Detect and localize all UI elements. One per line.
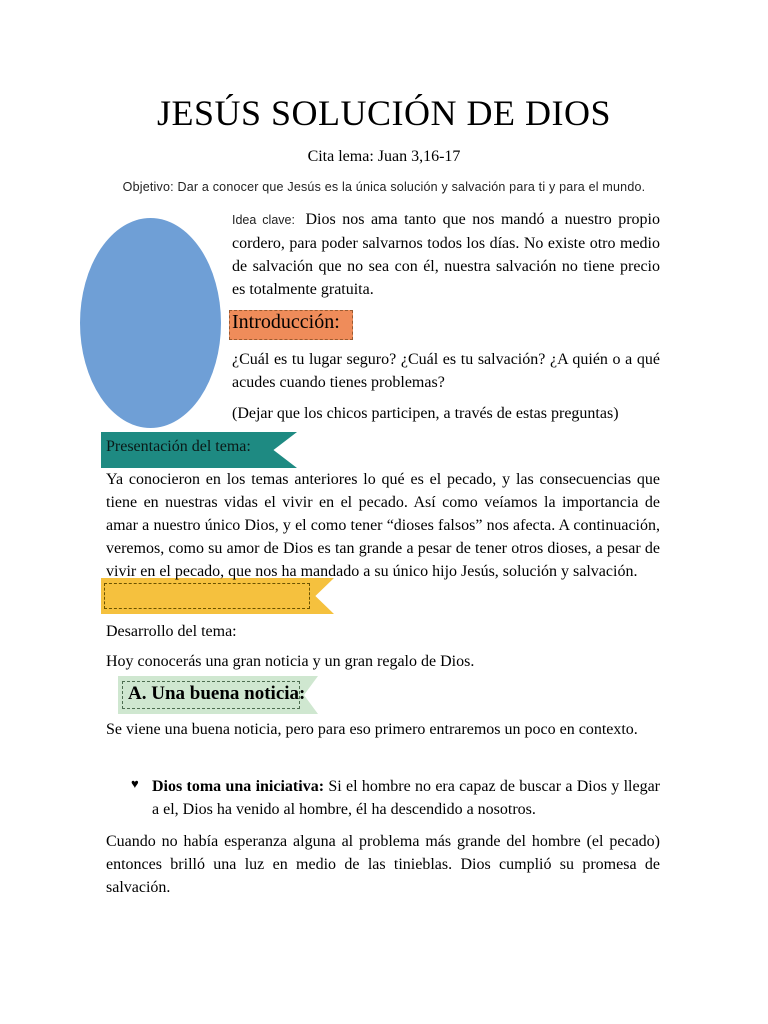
blue-oval-shape [80,218,221,428]
presentacion-paragraph: Ya conocieron en los temas anteriores lo qué es el pecado, y las consecuencias que tiene en nuestras vidas el vivir en el pecado. Así como veíamos la importancia de amar a nuestro único Dios, y el como tener “dioses falsos” nos afecta. A continuación, veremos, como su amor de Dios es tan grande a pesar de tener otros dioses, a pesar de vivir en el pecado, que nos ha mandado a su único hijo Jesús, solución y salvación. [106,471,660,580]
idea-clave-label: Idea clave: [232,213,295,227]
section-a-paragraph: Se viene una buena noticia, pero para eso primero entraremos un poco en contexto. [106,721,638,738]
heart-bullet-icon: ♥ [131,776,139,791]
section-a-heading: A. Una buena noticia: [128,683,306,704]
hoy-paragraph: Hoy conocerás una gran noticia y un gran regalo de Dios. [106,653,475,670]
bullet-item [152,775,660,821]
presentacion-heading: Presentación del tema: [106,438,251,455]
intro-questions: ¿Cuál es tu lugar seguro? ¿Cuál es tu salvación? ¿A quién o a qué acudes cuando tienes problemas? [232,351,660,391]
intro-note: (Dejar que los chicos participen, a través de estas preguntas) [232,405,619,422]
desarrollo-label: Desarrollo del tema: [106,623,237,640]
cita-lema: Cita lema: Juan 3,16-17 [307,148,461,165]
intro-heading: Introducción: [232,311,340,333]
objetivo-text: Objetivo: Dar a conocer que Jesús es la única solución y salvación para ti y para el mundo. [122,180,646,194]
closing-paragraph: Cuando no había esperanza alguna al problema más grande del hombre (el pecado) entonces brilló una luz en medio de las tinieblas. Dios cumplió su promesa de salvación. [106,833,660,896]
idea-clave-text: Dios nos ama tanto que nos mandó a nuestro propio cordero, para poder salvarnos todos los días. No existe otro medio de salvación que no sea con él, nuestra salvación no tiene precio es totalmente gratuita. [232,211,660,298]
page-title: JESÚS SOLUCIÓN DE DIOS [156,93,612,133]
unico-banner-dashed-border [104,583,310,609]
idea-clave-paragraph [232,208,660,301]
bullet-body: Si el hombre no era capaz de buscar a Dios y llegar a el, Dios ha venido al hombre, él ha descendido a nosotros. [152,778,660,818]
bullet-bold-lead: Dios toma una iniciativa: [152,778,325,795]
